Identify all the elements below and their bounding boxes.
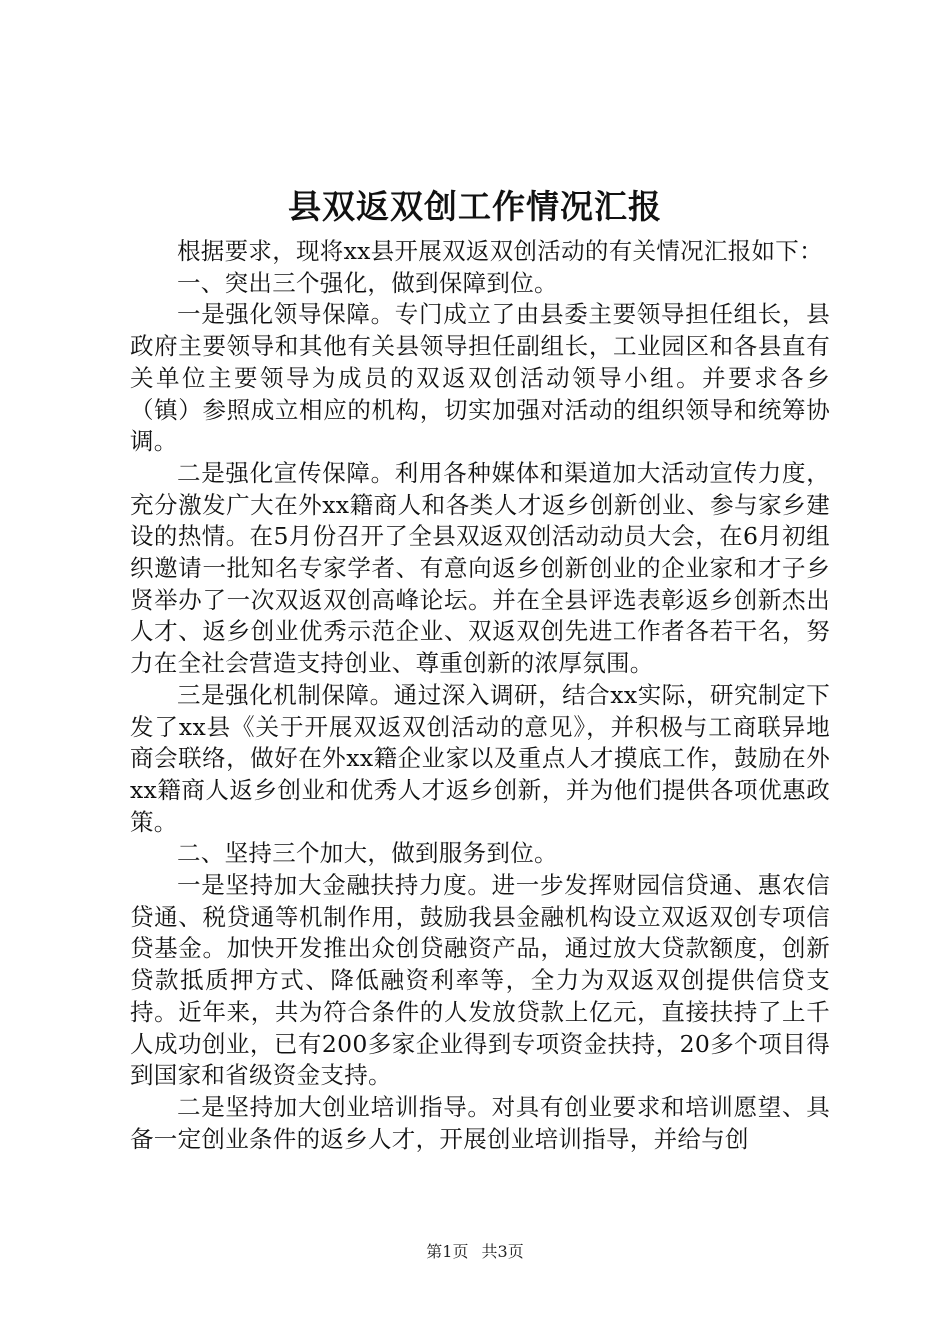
paragraph-mechanism: 三是强化机制保障。通过深入调研，结合xx实际，研究制定下发了xx县《关于开展双返双创活动的意见》，并积极与工商联异地商会联络，做好在外xx籍企业家以及重点人才摸底工作，鼓励在外xx籍商人返乡创业和优秀人才返乡创新，并为他们提供各项优惠政策。 — [130, 680, 830, 836]
document-title: 县双返双创工作情况汇报 — [288, 187, 662, 226]
paragraph-intro: 根据要求，现将xx县开展双返双创活动的有关情况汇报如下： — [177, 237, 823, 265]
page-total: 共3页 — [481, 1242, 524, 1261]
paragraph-leadership: 一是强化领导保障。专门成立了由县委主要领导担任组长，县政府主要领导和其他有关县领导担任副组长，工业园区和各县直有关单位主要领导为成员的双返双创活动领导小组。并要求各乡（镇）参照成立相应的机构，切实加强对活动的组织领导和统筹协调。 — [130, 300, 830, 456]
section-heading-1: 一、突出三个强化，做到保障到位。 — [177, 268, 558, 297]
document-body — [130, 236, 830, 1155]
paragraph-finance: 一是坚持加大金融扶持力度。进一步发挥财园信贷通、惠农信贷通、税贷通等机制作用，鼓励我县金融机构设立双返双创专项信贷基金。加快开发推出众创贷融资产品，通过放大贷款额度，创新贷款抵质押方式、降低融资利率等，全力为双返双创提供信贷支持。近年来，共为符合条件的人发放贷款上亿元，直接扶持了上千人成功创业，已有200多家企业得到专项资金扶持，20多个项目得到国家和省级资金支持。 — [130, 871, 830, 1090]
page-number: 第1页 — [426, 1242, 469, 1261]
section-heading-2: 二、坚持三个加大，做到服务到位。 — [177, 839, 558, 868]
page-footer — [0, 1240, 950, 1264]
paragraph-training: 二是坚持加大创业培训指导。对具有创业要求和培训愿望、具备一定创业条件的返乡人才，开展创业培训指导，并给与创 — [130, 1092, 830, 1153]
paragraph-publicity: 二是强化宣传保障。利用各种媒体和渠道加大活动宣传力度，充分激发广大在外xx籍商人和各类人才返乡创新创业、参与家乡建设的热情。在5月份召开了全县双返双创活动动员大会，在6月初组织邀请一批知名专家学者、有意向返乡创新创业的企业家和才子乡贤举办了一次双返双创高峰论坛。并在全县评选表彰返乡创新杰出人才、返乡创业优秀示范企业、双返双创先进工作者各若干名，努力在全社会营造支持创业、尊重创新的浓厚氛围。 — [130, 458, 830, 678]
